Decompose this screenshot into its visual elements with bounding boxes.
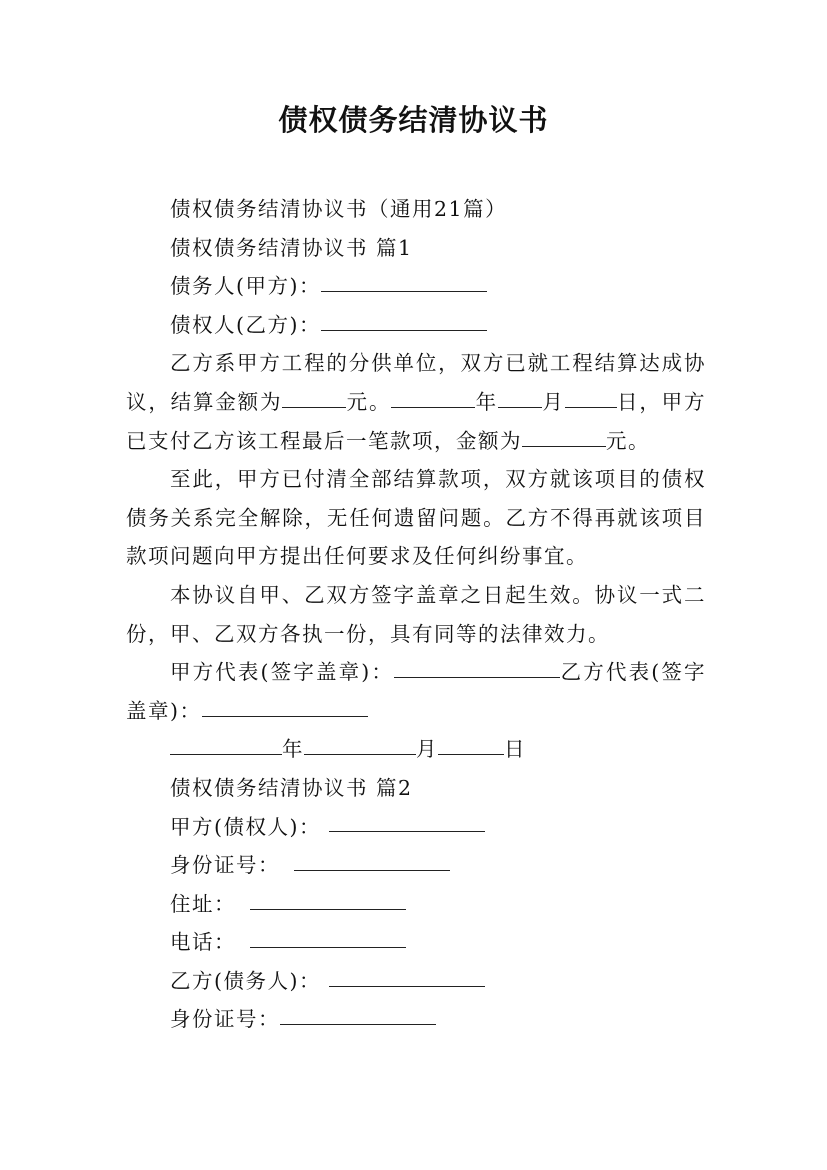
party-b-line: [126, 962, 706, 1001]
section2-heading: 债权债务结清协议书 篇2: [170, 775, 413, 800]
sign-party-a-blank: [394, 676, 560, 678]
phone-label: 电话：: [170, 930, 236, 955]
settlement-year: 年: [475, 389, 499, 414]
settlement-text-2: 元。: [346, 389, 392, 414]
party-a-blank: [329, 830, 485, 832]
final-amount-blank: [522, 445, 606, 447]
address-label: 住址：: [170, 891, 236, 916]
date-year-blank: [170, 753, 282, 755]
debtor-blank: [321, 290, 487, 292]
settlement-text-1: 乙方系甲方工程的分供单位，双方已就工程结算达成协议，结算金额为: [126, 351, 706, 414]
settlement-text-3: 日，甲方已支付乙方该工程最后一笔款项，金额为: [126, 389, 707, 453]
settlement-text-4: 元。: [606, 428, 650, 453]
document-subtitle: 债权债务结清协议书（通用21篇）: [170, 197, 508, 221]
date-day-blank: [438, 753, 504, 755]
document-body: [126, 190, 706, 1039]
creditor-label: 债权人(乙方)：: [170, 312, 321, 337]
phone-line: [126, 923, 706, 962]
phone-blank: [250, 946, 406, 948]
year-blank: [391, 406, 475, 408]
date-month: 月: [416, 737, 438, 762]
amount-blank: [282, 406, 346, 408]
sign-party-b-blank: [202, 715, 368, 717]
party-b-label: 乙方(债务人)：: [170, 968, 321, 993]
address-blank: [250, 908, 406, 910]
address-line: [126, 885, 706, 924]
date-year: 年: [282, 737, 304, 762]
effect-paragraph: 本协议自甲、乙双方签字盖章之日起生效。协议一式二份，甲、乙双方各执一份，具有同等的法律效力。: [126, 582, 706, 646]
sign-party-a-label: 甲方代表(签字盖章)：: [170, 660, 395, 685]
release-paragraph: 至此，甲方已付清全部结算款项，双方就该项目的债权债务关系完全解除，无任何遗留问题。乙方不得再就该项目款项问题向甲方提出任何要求及任何纠纷事宜。: [126, 467, 706, 569]
settlement-paragraph: [126, 344, 706, 460]
sign-party-b-label: 乙方代表(签字盖章)：: [126, 660, 707, 723]
id-a-line: [126, 846, 706, 885]
id-b-blank: [280, 1023, 436, 1025]
day-blank: [565, 406, 617, 408]
party-b-blank: [329, 985, 485, 987]
creditor-line: [126, 306, 706, 345]
debtor-line: [126, 267, 706, 306]
date-line: [126, 730, 706, 769]
date-day: 日: [504, 737, 526, 762]
id-b-line: [126, 1000, 706, 1039]
document-title: 债权债务结清协议书: [278, 103, 549, 137]
creditor-blank: [321, 329, 487, 331]
date-month-blank: [304, 753, 416, 755]
id-a-blank: [294, 869, 450, 871]
party-a-line: [126, 808, 706, 847]
month-blank: [498, 406, 542, 408]
party-a-label: 甲方(债权人)：: [170, 814, 321, 839]
id-a-label: 身份证号：: [170, 853, 280, 878]
section1-heading: 债权债务结清协议书 篇1: [170, 235, 413, 260]
id-b-label: 身份证号：: [170, 1007, 280, 1032]
settlement-month: 月: [542, 389, 565, 414]
debtor-label: 债务人(甲方)：: [170, 274, 321, 299]
signature-paragraph: [126, 653, 706, 730]
